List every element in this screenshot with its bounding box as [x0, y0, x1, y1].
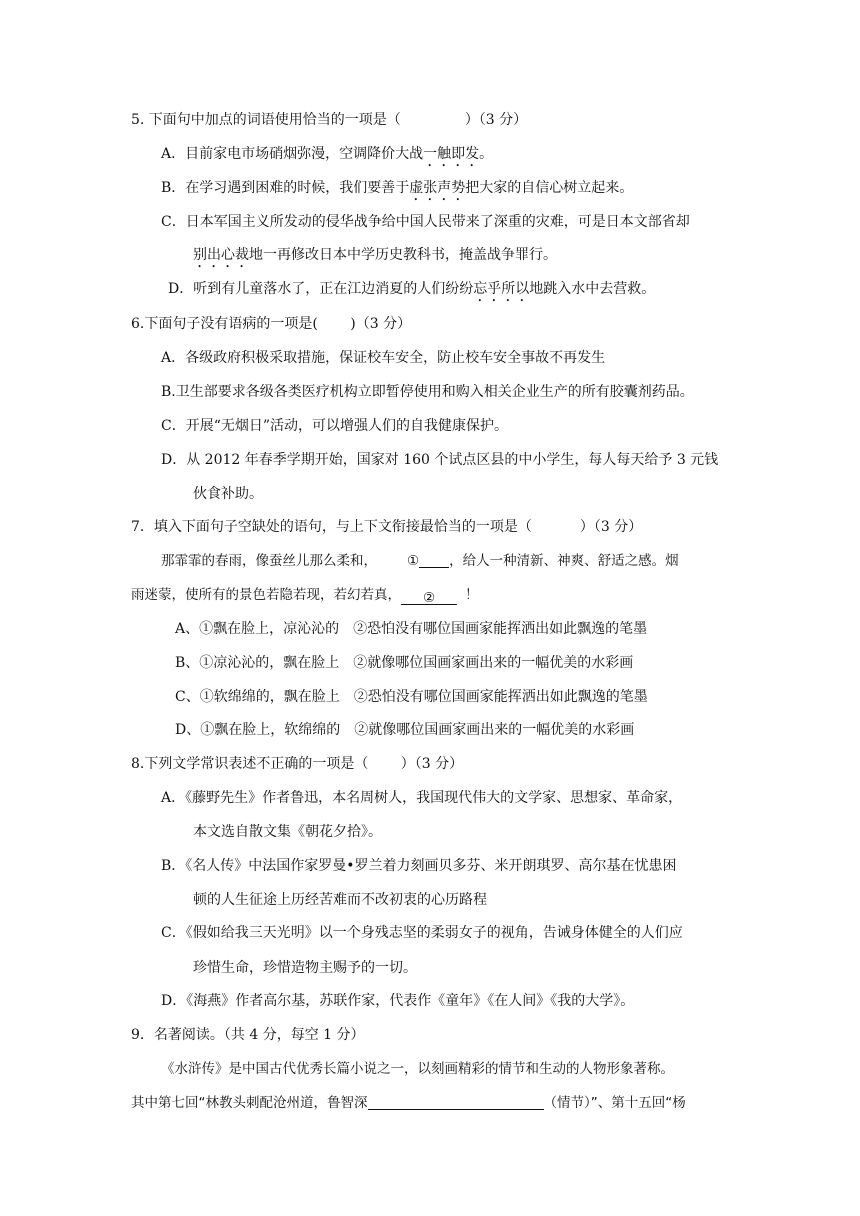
- q8-option-a-line1: A．《藤野先生》作者鲁迅，本名周树人，我国现代伟大的文学家、思想家、革命家，: [161, 790, 683, 806]
- q9-passage-line2: 其中第七回“林教头刺配沧州道，鲁智深 （情节）”、第十五回“杨: [131, 1095, 686, 1111]
- q7-score: ）（3 分）: [579, 519, 643, 535]
- q8-option-b-line2: 顿的人生征途上历经苦难而不改初衷的心历路程: [193, 892, 487, 908]
- q7-blank-1-mark: ①: [407, 553, 420, 569]
- q5-score: ）（3 分）: [464, 112, 528, 128]
- q8-option-a-line2: 本文选自散文集《朝花夕拾》。: [193, 824, 382, 840]
- q5-option-d: D．听到有儿童落水了，正在江边消夏的人们纷纷忘乎所以地跳入水中去营救。: [168, 281, 656, 297]
- q5-stem: [131, 110, 527, 130]
- q5-stem-text: 5. 下面句中加点的词语使用恰当的一项是（: [131, 112, 401, 128]
- q5-option-b: B．在学习遇到困难的时候，我们要善于虚张声势把大家的自信心树立起来。: [161, 180, 634, 196]
- q7-stem: [131, 517, 642, 537]
- q5-option-c-line1: C．日本军国主义所发动的侵华战争给中国人民带来了深重的灾难，可是日本文部省却: [161, 214, 690, 230]
- q6-option-a: A．各级政府积极采取措施，保证校车安全，防止校车安全事故不再发生: [161, 350, 606, 366]
- q5-d-dotted-word: 忘乎所以: [473, 281, 530, 297]
- q7-option-d: D、①飘在脸上，软绵绵的 ②就像哪位国画家画出来的一幅优美的水彩画: [175, 722, 635, 738]
- q5-b-dotted-word: 虚张声势: [409, 180, 466, 196]
- q7-option-b: B、①凉沁沁的，飘在脸上 ②就像哪位国画家画出来的一幅优美的水彩画: [175, 655, 634, 671]
- q8-option-b-line1: B．《名人传》中法国作家罗曼•罗兰着力刻画贝多芬、米开朗琪罗、高尔基在忧患困: [161, 858, 677, 874]
- q8-option-c-line1: C．《假如给我三天光明》以一个身残志坚的柔弱女子的视角，告诫身体健全的人们应: [161, 925, 683, 941]
- q7-passage-line2: 雨迷蒙，使所有的景色若隐若现，若幻若真， ② ！: [131, 587, 479, 606]
- q9-stem: 9．名著阅读。（共 4 分，每空 1 分）: [131, 1027, 365, 1043]
- q7-passage-line1: 那霏霏的春雨，像蚕丝儿那么柔和， ① ，给人一种清新、神爽、舒适之感。烟: [161, 553, 679, 569]
- q9-passage-line1: 《水浒传》是中国古代优秀长篇小说之一，以刻画精彩的情节和生动的人物形象著称。: [161, 1061, 674, 1077]
- q7-stem-text: 7．填入下面句子空缺处的语句，与上下文衔接最恰当的一项是（: [131, 519, 532, 535]
- q5-c-dotted-word: 别出心裁: [193, 247, 249, 263]
- q6-option-d-line2: 伙食补助。: [193, 486, 263, 502]
- q7-option-c: C、①软绵绵的，飘在脸上 ②恐怕没有哪位国画家能挥洒出如此飘逸的笔墨: [175, 689, 648, 705]
- q5-option-a: A．目前家电市场硝烟弥漫，空调降价大战一触即发。: [161, 146, 494, 162]
- q7-blank-1: [419, 551, 449, 568]
- q8-option-c-line2: 珍惜生命，珍惜造物主赐予的一切。: [193, 960, 417, 976]
- q6-stem: 6.下面句子没有语病的一项是( )（3 分）: [131, 316, 412, 332]
- q5-a-dotted-word: 一触即发: [423, 146, 480, 162]
- q5-option-c-line2: 别出心裁地一再修改日本中学历史教科书，掩盖战争罪行。: [193, 247, 557, 263]
- q6-option-c: C．开展“无烟日”活动，可以增强人们的自我健康保护。: [161, 418, 509, 434]
- q7-option-a: A、①飘在脸上，凉沁沁的 ②恐怕没有哪位国画家能挥洒出如此飘逸的笔墨: [175, 621, 648, 637]
- q9-blank-1[interactable]: [368, 1093, 544, 1110]
- q8-stem: 8.下列文学常识表述不正确的一项是（ ）（3 分）: [131, 756, 464, 772]
- q6-option-b: B.卫生部要求各级各类医疗机构立即暂停使用和购入相关企业生产的所有胶囊剂药品。: [161, 384, 694, 400]
- q7-blank-2: ②: [401, 588, 457, 605]
- q8-option-d: D．《海燕》作者高尔基，苏联作家，代表作《童年》《在人间》《我的大学》。: [161, 993, 635, 1009]
- q6-option-d-line1: D．从 2012 年春季学期开始，国家对 160 个试点区县的中小学生，每人每天给予 3 元钱: [161, 452, 719, 468]
